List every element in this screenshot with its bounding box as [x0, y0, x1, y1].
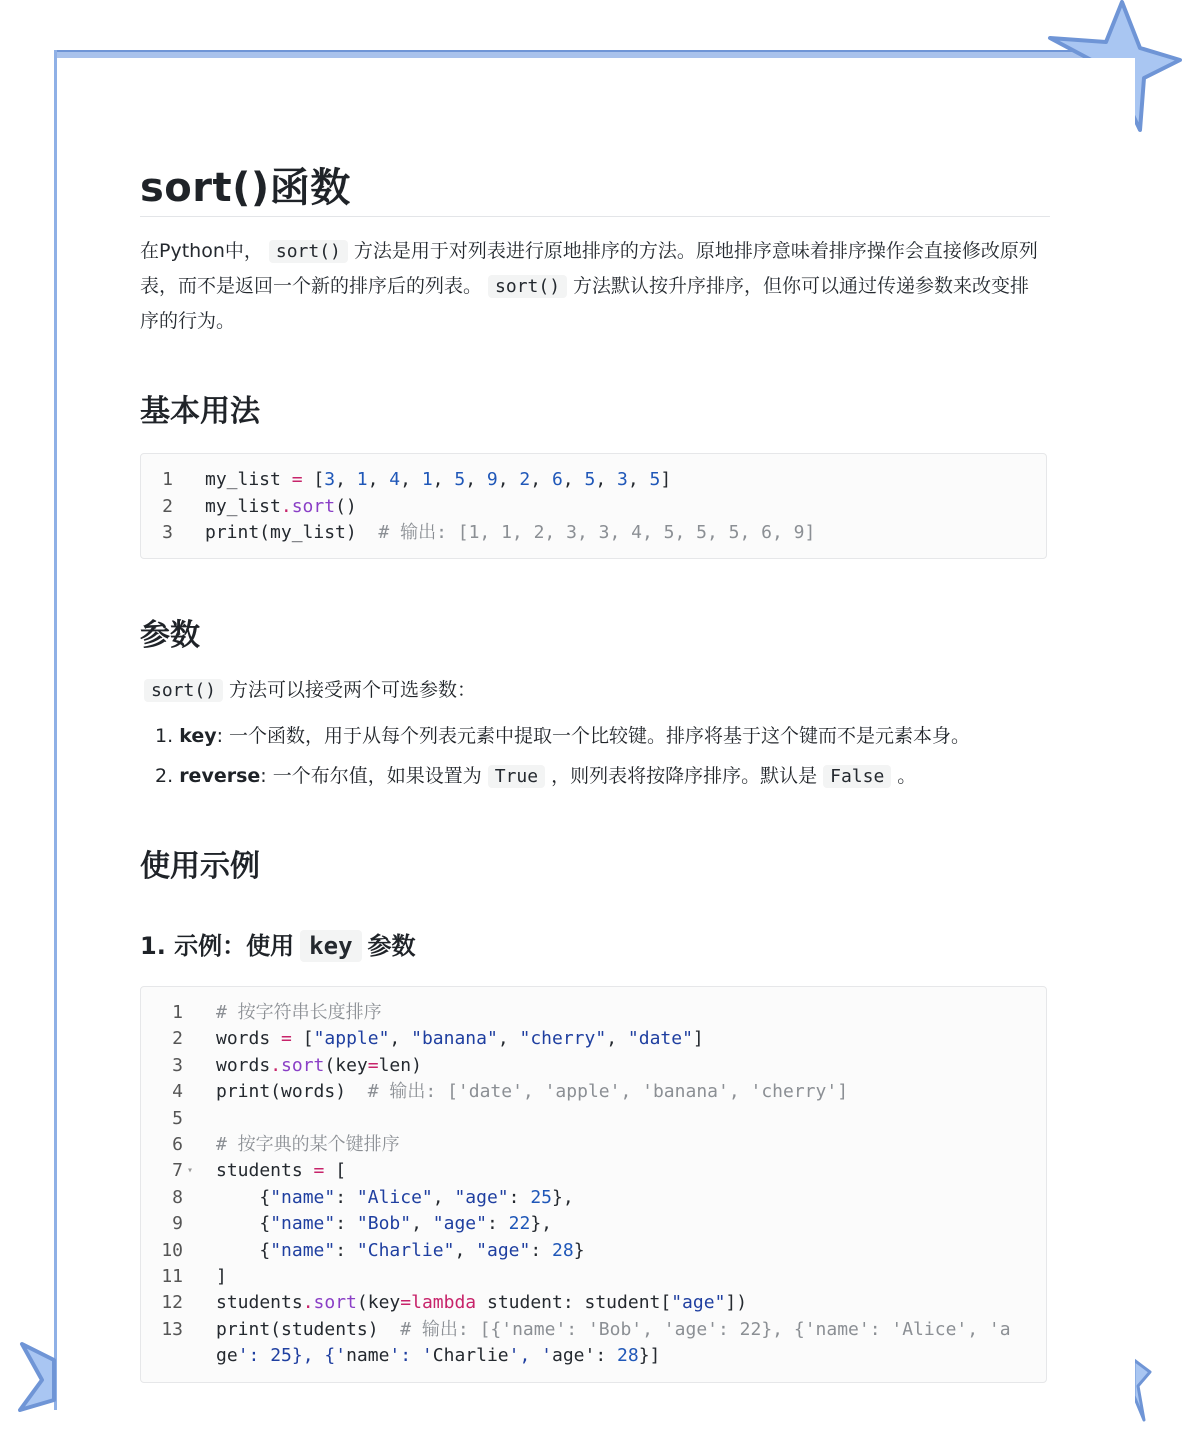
inline-code-sort: sort() [269, 240, 348, 263]
line-number: 9 [172, 1213, 183, 1235]
code-block-example[interactable] [140, 986, 1047, 1383]
param-name: reverse [179, 765, 261, 787]
intro-text-3: 方法默认按升序排序，但你可以通过传递参数来改变排序的行为。 [140, 275, 1030, 332]
heading-example-1 [140, 926, 416, 961]
code-line: students.sort(key=lambda student: student["age"]) [216, 1292, 748, 1314]
line-number: 7 [172, 1160, 183, 1182]
inline-code-sort: sort() [144, 679, 223, 702]
code-line: {"name": "Bob", "age": 22}, [216, 1213, 553, 1235]
params-lead-text: 方法可以接受两个可选参数： [229, 679, 477, 701]
line-number: 6 [172, 1134, 183, 1155]
heading-parameters: 参数 [140, 618, 200, 653]
code-line: ge': 25}, {'name': 'Charlie', 'age': 28}] [216, 1345, 661, 1367]
line-number: 1 [172, 1002, 183, 1023]
inline-code-true: True [488, 765, 545, 788]
line-number: 2 [162, 495, 173, 517]
intro-paragraph [140, 234, 1045, 339]
star-bottom-left-icon [14, 1340, 60, 1415]
line-number: 8 [172, 1186, 183, 1208]
list-item [155, 760, 916, 793]
code-line: {"name": "Charlie", "age": 28} [216, 1239, 585, 1261]
list-number: 1. [155, 725, 174, 747]
param-desc-2: ，则列表将按降序排序。默认是 [551, 765, 818, 787]
list-number: 2. [155, 765, 174, 787]
fold-arrow-icon[interactable]: ▾ [187, 1165, 194, 1177]
param-desc: : 一个函数，用于从每个列表元素中提取一个比较键。排序将基于这个键而不是元素本身。 [216, 725, 971, 747]
code-line: my_list = [3, 1, 4, 1, 5, 9, 2, 6, 5, 3, 5] [205, 469, 672, 490]
inline-code-false: False [823, 765, 891, 788]
code-line: words.sort(key=len) [216, 1054, 422, 1076]
line-number: 3 [172, 1054, 183, 1076]
code-line: my_list.sort() [205, 495, 357, 517]
line-number: 11 [161, 1266, 183, 1287]
param-name: key [179, 725, 217, 747]
param-desc-3: 。 [897, 765, 917, 787]
line-number: 2 [172, 1028, 183, 1050]
title-divider [140, 216, 1050, 217]
example-1-suffix: 参数 [367, 932, 416, 960]
frame-top-border [54, 50, 1144, 58]
code-line: ] [216, 1266, 227, 1287]
code-line: print(my_list) # 输出: [1, 1, 2, 3, 3, 4, 5, 5, 5, 6, 9] [205, 522, 816, 543]
code-line: students = [ [216, 1160, 347, 1182]
line-number [139, 1343, 183, 1369]
code-line: print(students) # 输出: [{'name': 'Bob', 'age': 22}, {'name': 'Alice', 'a [216, 1318, 1011, 1340]
page-title: sort()函数 [140, 165, 351, 211]
code-line: # 按字符串长度排序 [216, 1002, 382, 1023]
line-number: 13 [161, 1318, 183, 1340]
heading-basic-usage: 基本用法 [140, 394, 260, 429]
example-1-prefix: 1. 示例：使用 [140, 932, 295, 960]
line-number: 5 [172, 1107, 183, 1129]
inline-code-key: key [300, 930, 361, 962]
code-block-basic[interactable] [140, 453, 1047, 559]
code-line: words = ["apple", "banana", "cherry", "date"] [216, 1028, 704, 1050]
code-line: print(words) # 输出: ['date', 'apple', 'banana', 'cherry'] [216, 1081, 849, 1103]
code-line: # 按字典的某个键排序 [216, 1134, 400, 1155]
line-number: 10 [161, 1239, 183, 1261]
intro-text-2: 方法是用于对列表进行原地排序的方法。原地排序意味着排序操作会直接修改原列表，而不是返回一个新的排序后的列表。 [140, 240, 1038, 297]
line-number: 3 [162, 522, 173, 543]
heading-examples: 使用示例 [140, 849, 260, 884]
inline-code-sort: sort() [488, 275, 567, 298]
intro-text-1: 在Python中， [140, 240, 263, 262]
code-line: {"name": "Alice", "age": 25}, [216, 1186, 574, 1208]
line-number: 12 [161, 1292, 183, 1314]
params-lead [140, 674, 476, 707]
line-number: 4 [172, 1081, 183, 1103]
line-number: 1 [162, 469, 173, 490]
list-item [155, 720, 970, 752]
param-desc: : 一个布尔值，如果设置为 [260, 765, 482, 787]
